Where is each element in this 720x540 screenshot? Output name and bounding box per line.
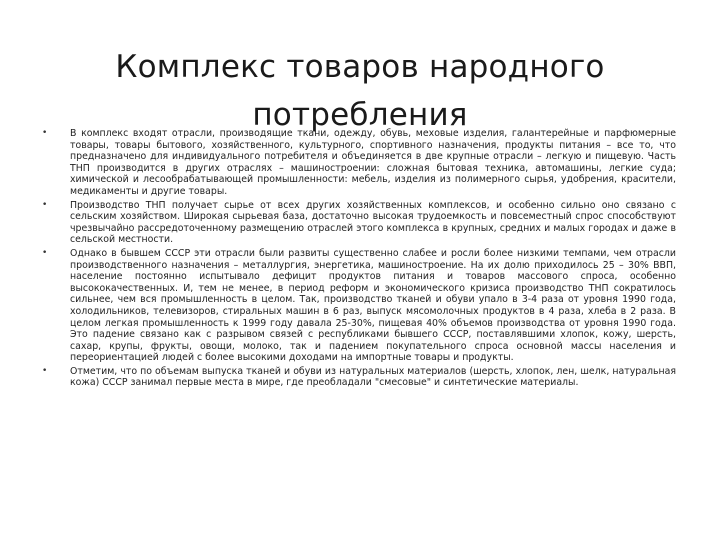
paragraph-text: Отметим, что по объемам выпуска тканей и обуви из натуральных материалов (шерсть, хлопок, лен, шелк, натуральная кожа) СССР занимал первые места в мире, где преобладали "смесовые" и синтетические материалы. [70,365,676,389]
list-item [42,366,676,389]
list-item [42,248,676,364]
paragraph-text: Производство ТНП получает сырье от всех других хозяйственных комплексов, и особенно сильно оно связано с сельским хозяйством. Широкая сырьевая база, достаточно высокая трудоемкость и повсеместный спрос способствуют чрезвычайно рассредоточенному размещению отраслей этого комплекса в крупных, средних и малых городах и даже в сельской местности. [70,199,676,246]
bullet-list [42,128,676,391]
slide-title [60,43,660,139]
title-line-1: Комплекс товаров народного [115,48,605,85]
title-line-2: потребления [252,96,468,133]
paragraph-text: Однако в бывшем СССР эти отрасли были развиты существенно слабее и росли более низкими темпами, чем отрасли производственного назначения – металлургия, энергетика, машиностроение. На их долю приходилось 25 – 30% ВВП, население постоянно испытывало дефицит продуктов питания и товаров массового спроса, особенно высококачественных. И, тем не менее, в период реформ и экономического кризиса производство ТНП сократилось сильнее, чем вся промышленность в целом. Так, производство тканей и обуви упало в 3-4 раза от уровня 1990 года, холодильников, телевизоров, стиральных машин в 6 раз, выпуск мясомолочных продуктов в 4 раза, хлеба в 2 раза. В целом легкая промышленность к 1999 году давала 25-30%, пищевая 40% объемов производства от уровня 1990 года. Это падение связано как с разрывом связей с республиками бывшего СССР, поставлявшими хлопок, кожу, шерсть, сахар, крупы, фрукты, овощи, молоко, так и падением покупательного спроса основной массы населения и переориентацией людей с более высокими доходами на импортные товары и продукты. [70,247,676,364]
bullet-icon: • [42,199,48,210]
paragraph-text: В комплекс входят отрасли, производящие ткани, одежду, обувь, меховые изделия, галантерейные и парфюмерные товары, товары бытового, хозяйственного, культурного, спортивного назначения, продукты питания – все то, что предназначено для индивидуального потребителя и объединяется в две крупные отрасли – легкую и пищевую. Часть ТНП производится в других отраслях – машиностроении: сложная бытовая техника, автомашины, легкие суда; химической и лесообрабатывающей промышленности: мебель, изделия из полимерного сырья, удобрения, красители, медикаменты и другие товары. [70,128,676,197]
bullet-icon: • [42,247,48,258]
list-item [42,128,676,198]
bullet-icon: • [42,128,48,138]
bullet-icon: • [42,365,48,376]
list-item [42,200,676,246]
